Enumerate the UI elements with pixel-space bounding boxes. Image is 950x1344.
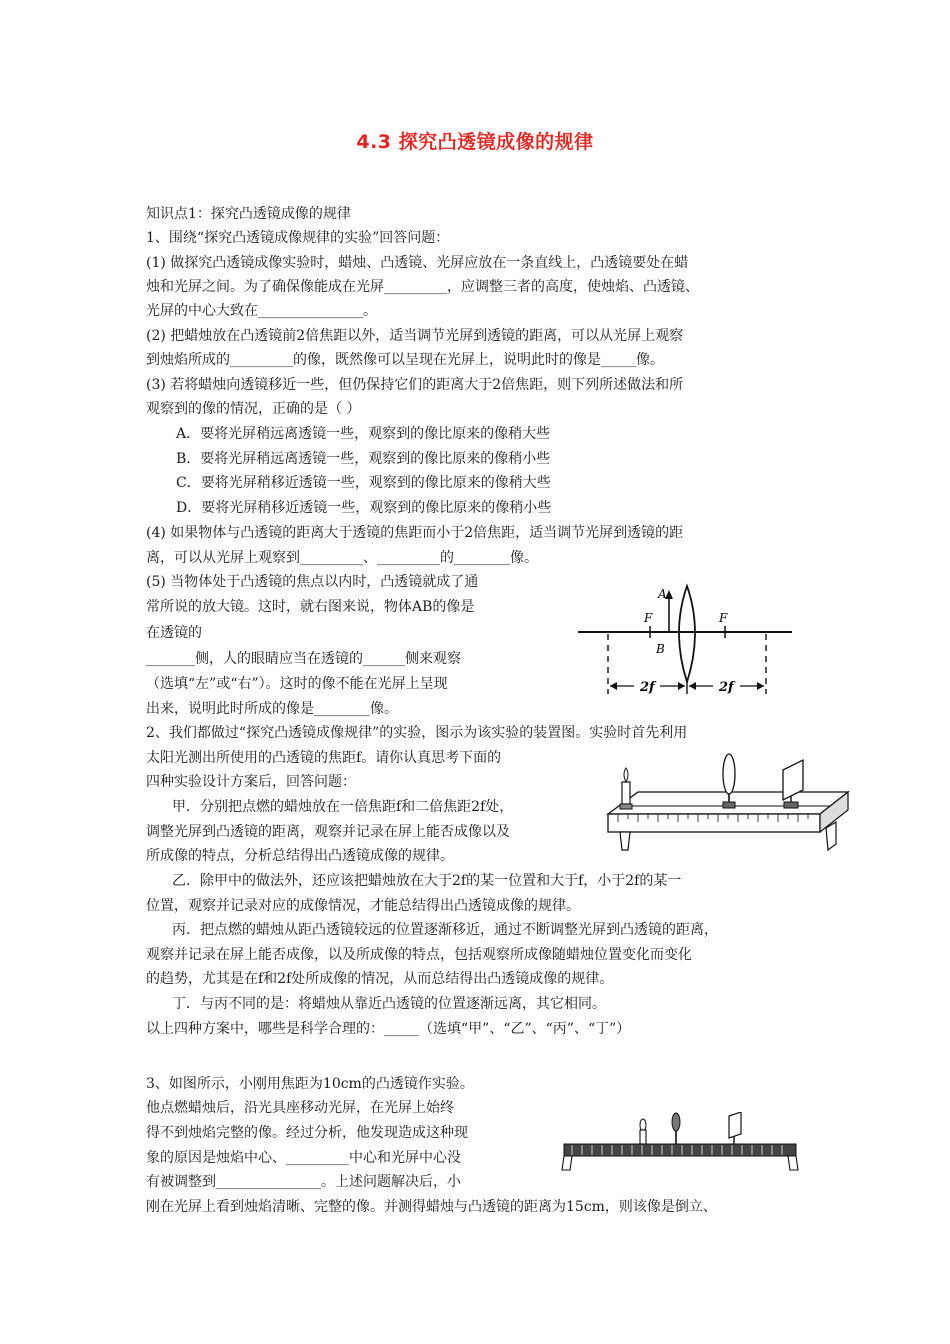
lens-diagram [570,582,800,700]
plan-jia-line3: 所成像的特点，分析总结得出凸透镜成像的规律。 [146,848,454,864]
label-b: B [656,642,665,656]
page-title: 4.3 探究凸透镜成像的规律 [356,131,594,153]
plan-bing-line1: 丙．把点燃的蜡烛从距凸透镜较远的位置逐渐移近，通过不断调整光屏到凸透镜的距离， [172,922,718,938]
question-2-line2: 太阳光测出所使用的凸透镜的焦距f。请你认真思考下面的 [146,750,502,766]
q1-part1-line2: 烛和光屏之间。为了确保像能成在光屏_________，应调整三者的高度，使烛焰、凸透镜、 [146,279,699,295]
label-2f-left: 2f [640,680,655,695]
plan-yi-line1: 乙．除甲中的做法外，还应该把蜡烛放在大于2f的某一位置和大于f，小于2f的某一 [172,873,682,889]
plan-yi-line2: 位置，观察并记录对应的成像情况，才能总结得出凸透镜成像的规律。 [146,898,580,914]
q1-part4-line1: (4) 如果物体与凸透镜的距离大于透镜的焦距而小于2倍焦距，适当调节光屏到透镜的距 [146,525,684,541]
question-3-line3: 得不到烛焰完整的像。经过分析，他发现造成这种现 [146,1125,468,1141]
q1-part2-line1: (2) 把蜡烛放在凸透镜前2倍焦距以外，适当调节光屏到透镜的距离，可以从光屏上观察 [146,328,684,344]
plan-bing-line3: 的趋势，尤其是在f和2f处所成像的情况，从而总结得出凸透镜成像的规律。 [146,971,614,987]
q1-part1-line3: 光屏的中心大致在_______________。 [146,303,377,319]
option-b: B．要将光屏稍远离透镜一些，观察到的像比原来的像稍小些 [176,451,551,467]
question-3-line1: 3、如图所示，小刚用焦距为10cm的凸透镜作实验。 [146,1076,474,1092]
label-f-right: F [719,611,728,625]
question-3-line2: 他点燃蜡烛后，沿光具座移动光屏，在光屏上始终 [146,1100,454,1116]
plan-ding: 丁．与丙不同的是：将蜡烛从靠近凸透镜的位置逐渐远离，其它相同。 [172,996,606,1012]
question-1-stem: 1、围绕“探究凸透镜成像规律的实验”回答问题： [146,230,450,246]
plan-jia-line2: 调整光屏到凸透镜的距离，观察并记录在屏上能否成像以及 [146,824,510,840]
label-a: A [658,587,667,601]
plan-jia-line1: 甲．分别把点燃的蜡烛放在一倍焦距f和二倍焦距2f处， [172,799,514,815]
q1-part2-line2: 到烛焰所成的_________的像，既然像可以呈现在光屏上，说明此时的像是_____像。 [146,352,664,368]
optical-bench-apparatus [598,752,853,857]
q1-part5-line4: _______侧，人的眼睛应当在透镜的______侧来观察 [146,651,461,667]
plan-bing-line2: 观察并记录在屏上能否成像，以及所成像的特点，包括观察所成像随蜡烛位置变化而变化 [146,947,692,963]
q1-part5-line3: 在透镜的 [146,625,202,641]
option-a: A．要将光屏稍远离透镜一些，观察到的像比原来的像稍大些 [176,426,551,442]
question-2-line1: 2、我们都做过“探究凸透镜成像规律”的实验，图示为该实验的装置图。实验时首先利用 [146,725,688,741]
option-d: D．要将光屏稍移近透镜一些，观察到的像比原来的像稍小些 [176,500,552,516]
q1-part4-line2: 离，可以从光屏上观察到_________、_________的________像。 [146,550,538,566]
question-3-line6: 刚在光屏上看到烛焰清晰、完整的像。并测得蜡烛与凸透镜的距离为15cm，则该像是倒立、 [146,1199,717,1215]
label-f-left: F [644,611,653,625]
question-3-line4: 象的原因是烛焰中心、_________中心和光屏中心没 [146,1150,461,1166]
q1-part5-line5: （选填“左”或“右”）。这时的像不能在光屏上呈现 [146,676,448,692]
question-3-line5: 有被调整到_______________。上述问题解决后，小 [146,1174,461,1190]
q1-part5-line6: 出来，说明此时所成的像是________像。 [146,701,398,717]
q1-part5-line2: 常所说的放大镜。这时，就右图来说，物体AB的像是 [146,599,475,615]
q1-part3-line2: 观察到的像的情况，正确的是（ ） [146,401,361,417]
question-2-ask: 以上四种方案中，哪些是科学合理的：_____（选填“甲”、“乙”、“丙”、“丁”） [146,1021,631,1037]
label-2f-right: 2f [719,680,734,695]
optical-bench-side-view [558,1112,808,1174]
knowledge-point-heading: 知识点1：探究凸透镜成像的规律 [146,206,351,222]
q1-part1-line1: (1) 做探究凸透镜成像实验时，蜡烛、凸透镜、光屏应放在一条直线上，凸透镜要处在蜡 [146,255,689,271]
question-2-line3: 四种实验设计方案后，回答问题： [146,774,356,790]
option-c: C．要将光屏稍移近透镜一些，观察到的像比原来的像稍大些 [176,475,551,491]
q1-part5-line1: (5) 当物体处于凸透镜的焦点以内时，凸透镜就成了通 [146,574,479,590]
q1-part3-line1: (3) 若将蜡烛向透镜移近一些，但仍保持它们的距离大于2倍焦距，则下列所述做法和所 [146,377,684,393]
